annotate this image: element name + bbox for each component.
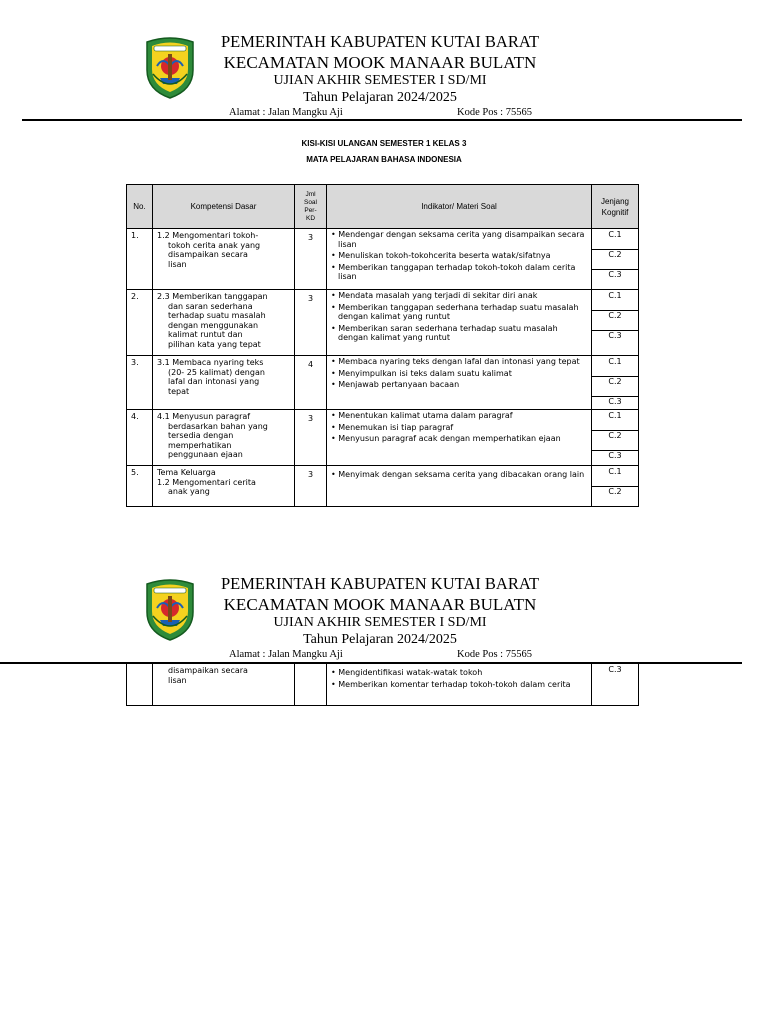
jenjang-item: C.2 [592,311,638,331]
kutai-barat-emblem-icon [143,578,197,642]
kd-line: disampaikan secara [168,250,248,260]
indikator-item: • Menuliskan tokoh-tokohcerita beserta watak/sifatnya [331,251,551,261]
jenjang-item: C.1 [592,467,638,487]
jenjang-item: C.2 [592,431,638,451]
row-jenjang [592,290,639,356]
kd-line: pilihan kata yang tepat [168,339,261,349]
kd-line: lisan [168,675,187,685]
table-row [127,466,639,507]
row-jml [295,664,327,706]
row-no: 5. [127,466,153,507]
address-text: Alamat : Jalan Mangku Aji [229,107,343,118]
row-no: 1. [127,229,153,290]
table-header-row [127,185,639,229]
doc-title-2: MATA PELAJARAN BAHASA INDONESIA [306,155,462,164]
indikator-item: • Mendata masalah yang terjadi di sekitar diri anak [331,291,538,300]
row-kd [153,410,295,466]
jenjang-item: C.1 [592,230,638,250]
kd-line: penggunaan ejaan [168,450,243,460]
header-jml-3: Per- [304,206,317,214]
kd-line: 3.1 Membaca nyaring teks [157,358,264,367]
row-indikator [327,664,592,706]
indikator-item: • Memberikan komentar terhadap tokoh-tokoh dalam cerita [331,679,571,689]
indikator-item: • Menentukan kalimat utama dalam paragraf [331,411,513,420]
header-jml-1: Jml [305,190,316,198]
jenjang-item: C.2 [608,487,622,496]
kd-line: terhadap suatu masalah [168,311,266,321]
header-line-3: UJIAN AKHIR SEMESTER I SD/MI [273,615,487,630]
row-indikator [327,290,592,356]
jenjang-item: C.3 [608,397,622,406]
kd-line: berdasarkan bahan yang [168,421,268,431]
doc-title-1: KISI-KISI ULANGAN SEMESTER 1 KELAS 3 [301,139,467,148]
kd-line: lafal dan intonasi yang [168,377,260,387]
kd-line: tepat [168,386,190,396]
jenjang-item: C.3 [608,270,622,279]
kd-line: 2.3 Memberikan tanggapan [157,292,268,301]
header-line-4: Tahun Pelajaran 2024/2025 [303,90,457,105]
jenjang-item: C.1 [592,411,638,431]
header-line-1: PEMERINTAH KABUPATEN KUTAI BARAT [220,32,540,51]
indikator-item: • Memberikan tanggapan sederhana terhadap suatu masalah dengan kalimat yang runtut [331,302,579,322]
kisi-kisi-table [126,184,639,507]
kd-line: 4.1 Menyusun paragraf [157,412,251,421]
row-jenjang [592,664,639,706]
row-jml: 3 [295,410,327,466]
header-jml-2: Soal [303,198,317,206]
jenjang-item: C.3 [608,451,622,460]
indikator-item: • Menyusun paragraf acak dengan memperhatikan ejaan [331,434,561,444]
header-line-2: KECAMATAN MOOK MANAAR BULATN [223,595,537,614]
header-jml-4: KD [305,214,316,222]
table-row [127,356,639,410]
row-no: 2. [127,290,153,356]
indikator-item: • Menemukan isi tiap paragraf [331,422,454,432]
page-header [0,32,768,136]
row-jenjang [592,466,639,507]
kisi-kisi-table-continued [126,663,639,706]
header-indikator: Indikator/ Materi Soal [327,185,592,229]
row-indikator [327,466,592,507]
row-indikator [327,356,592,410]
row-no: 3. [127,356,153,410]
row-jenjang [592,229,639,290]
row-no [127,664,153,706]
table-row [127,290,639,356]
header-kd: Kompetensi Dasar [153,185,295,229]
kd-line: kalimat runtut dan [168,330,243,340]
kd-line: (20- 25 kalimat) dengan [168,367,265,377]
jenjang-item: C.2 [592,250,638,270]
indikator-item: • Mendengar dengan seksama cerita yang disampaikan secara lisan [331,230,585,249]
header-jenjang [592,185,639,229]
row-indikator [327,410,592,466]
row-jenjang [592,356,639,410]
row-kd [153,229,295,290]
indikator-item: • Menyimpulkan isi teks dalam suatu kalimat [331,368,512,378]
header-rule [22,119,742,121]
row-jml: 3 [295,229,327,290]
table-row [127,410,639,466]
header-jenjang-2: Kognitif [601,207,629,217]
indikator-item: • Memberikan saran sederhana terhadap suatu masalah dengan kalimat yang runtut [331,323,558,343]
indikator-item: • Menyimak dengan seksama cerita yang dibacakan orang lain [331,470,585,479]
kd-line: memperhatikan [168,440,232,450]
header-line-2: KECAMATAN MOOK MANAAR BULATN [223,53,537,72]
kutai-barat-emblem-icon [143,36,197,100]
jenjang-item: C.3 [608,665,622,674]
kd-line: lisan [168,259,187,269]
jenjang-item: C.1 [592,291,638,311]
kd-line: Tema Keluarga [157,468,216,477]
indikator-item: • Menjawab pertanyaan bacaan [331,380,460,390]
header-line-3: UJIAN AKHIR SEMESTER I SD/MI [273,73,487,88]
header-line-1: PEMERINTAH KABUPATEN KUTAI BARAT [220,574,540,593]
kd-line: dan saran sederhana [168,301,253,311]
row-jml: 3 [295,466,327,507]
indikator-item: • Mengidentifikasi watak-watak tokoh [331,668,483,677]
row-jml: 4 [295,356,327,410]
header-jenjang-1: Jenjang [600,196,630,206]
row-kd [153,466,295,507]
address-text: Alamat : Jalan Mangku Aji [229,649,343,660]
kd-line: tersedia dengan [168,431,234,441]
indikator-item: • Membaca nyaring teks dengan lafal dan intonasi yang tepat [331,357,580,366]
header-jml [295,185,327,229]
kd-line: 1.2 Mengomentari cerita [157,477,256,487]
row-indikator [327,229,592,290]
postcode-text: Kode Pos : 75565 [457,107,532,118]
row-kd [153,290,295,356]
row-jenjang [592,410,639,466]
row-jml: 3 [295,290,327,356]
row-kd [153,356,295,410]
kd-line: tokoh cerita anak yang [168,240,261,250]
jenjang-item: C.2 [592,377,638,397]
kd-line: anak yang [168,487,210,497]
kd-line: disampaikan secara [168,666,248,675]
row-no: 4. [127,410,153,466]
indikator-item: • Memberikan tanggapan terhadap tokoh-tokoh dalam cerita lisan [331,262,576,282]
header-line-4: Tahun Pelajaran 2024/2025 [303,632,457,647]
jenjang-item: C.1 [592,357,638,377]
kd-line: 1.2 Mengomentari tokoh- [157,231,259,240]
table-row [127,664,639,706]
kd-line: dengan menggunakan [168,320,259,330]
header-no: No. [127,185,153,229]
jenjang-item: C.3 [608,331,622,340]
table-row [127,229,639,290]
row-kd [153,664,295,706]
postcode-text: Kode Pos : 75565 [457,649,532,660]
